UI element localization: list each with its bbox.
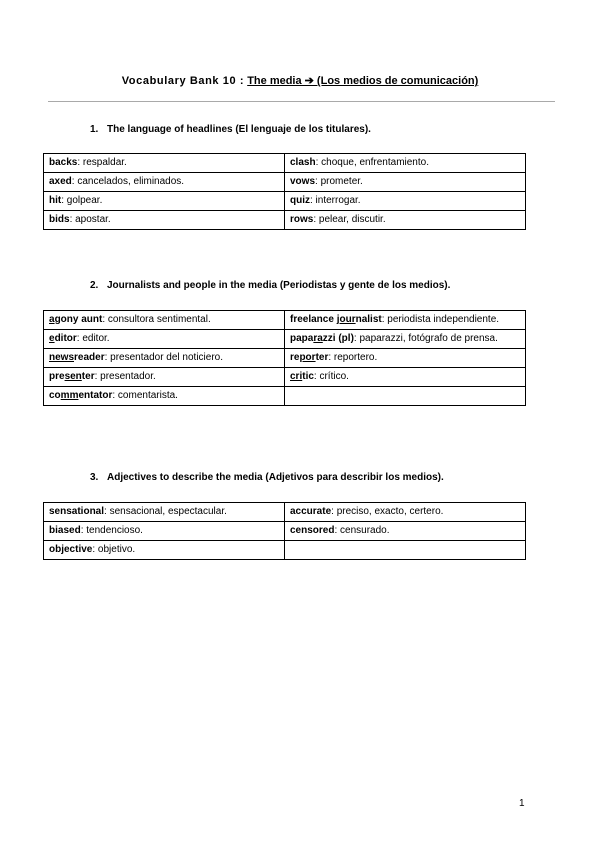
- table-row: [44, 330, 526, 349]
- title-lead: Vocabulary Bank 10 :: [121, 75, 245, 87]
- table-row: [44, 522, 526, 541]
- section-2-table: [43, 310, 526, 406]
- table-row: [44, 349, 526, 368]
- table-row: [44, 387, 526, 406]
- vocab-cell: clash: choque, enfrentamiento.: [285, 154, 526, 173]
- table-row: [44, 503, 526, 522]
- vocab-cell: vows: prometer.: [285, 173, 526, 192]
- vocab-cell: quiz: interrogar.: [285, 192, 526, 211]
- vocab-cell: accurate: preciso, exacto, certero.: [285, 503, 526, 522]
- title-subject: The media ➔ (Los medios de comunicación): [247, 75, 479, 87]
- vocab-cell: freelance journalist: periodista independiente.: [285, 311, 526, 330]
- vocab-cell: bids: apostar.: [44, 211, 285, 230]
- vocab-cell: newsreader: presentador del noticiero.: [44, 349, 285, 368]
- vocab-cell: agony aunt: consultora sentimental.: [44, 311, 285, 330]
- table-row: [44, 368, 526, 387]
- vocab-cell: critic: crítico.: [285, 368, 526, 387]
- title-divider: [48, 101, 555, 102]
- vocab-cell: reporter: reportero.: [285, 349, 526, 368]
- vocab-cell: biased: tendencioso.: [44, 522, 285, 541]
- vocab-cell: rows: pelear, discutir.: [285, 211, 526, 230]
- page-number: 1: [519, 798, 525, 809]
- empty-cell: [285, 541, 526, 560]
- vocab-cell: paparazzi (pl): paparazzi, fotógrafo de prensa.: [285, 330, 526, 349]
- vocab-cell: objective: objetivo.: [44, 541, 285, 560]
- vocab-cell: backs: respaldar.: [44, 154, 285, 173]
- vocab-cell: axed: cancelados, eliminados.: [44, 173, 285, 192]
- table-row: [44, 173, 526, 192]
- table-row: [44, 192, 526, 211]
- table-row: [44, 154, 526, 173]
- vocab-cell: sensational: sensacional, espectacular.: [44, 503, 285, 522]
- document-title: [0, 74, 600, 87]
- vocab-cell: presenter: presentador.: [44, 368, 285, 387]
- table-row: [44, 211, 526, 230]
- section-1-heading: 1. The language of headlines (El lenguaje de los titulares).: [90, 124, 371, 135]
- section-2-heading: 2. Journalists and people in the media (Periodistas y gente de los medios).: [90, 280, 451, 291]
- table-row: [44, 541, 526, 560]
- vocab-cell: censored: censurado.: [285, 522, 526, 541]
- vocab-cell: commentator: comentarista.: [44, 387, 285, 406]
- table-row: [44, 311, 526, 330]
- empty-cell: [285, 387, 526, 406]
- section-1-table: [43, 153, 526, 230]
- section-3-heading: 3. Adjectives to describe the media (Adjetivos para describir los medios).: [90, 472, 444, 483]
- vocab-cell: editor: editor.: [44, 330, 285, 349]
- section-3-table: [43, 502, 526, 560]
- vocab-cell: hit: golpear.: [44, 192, 285, 211]
